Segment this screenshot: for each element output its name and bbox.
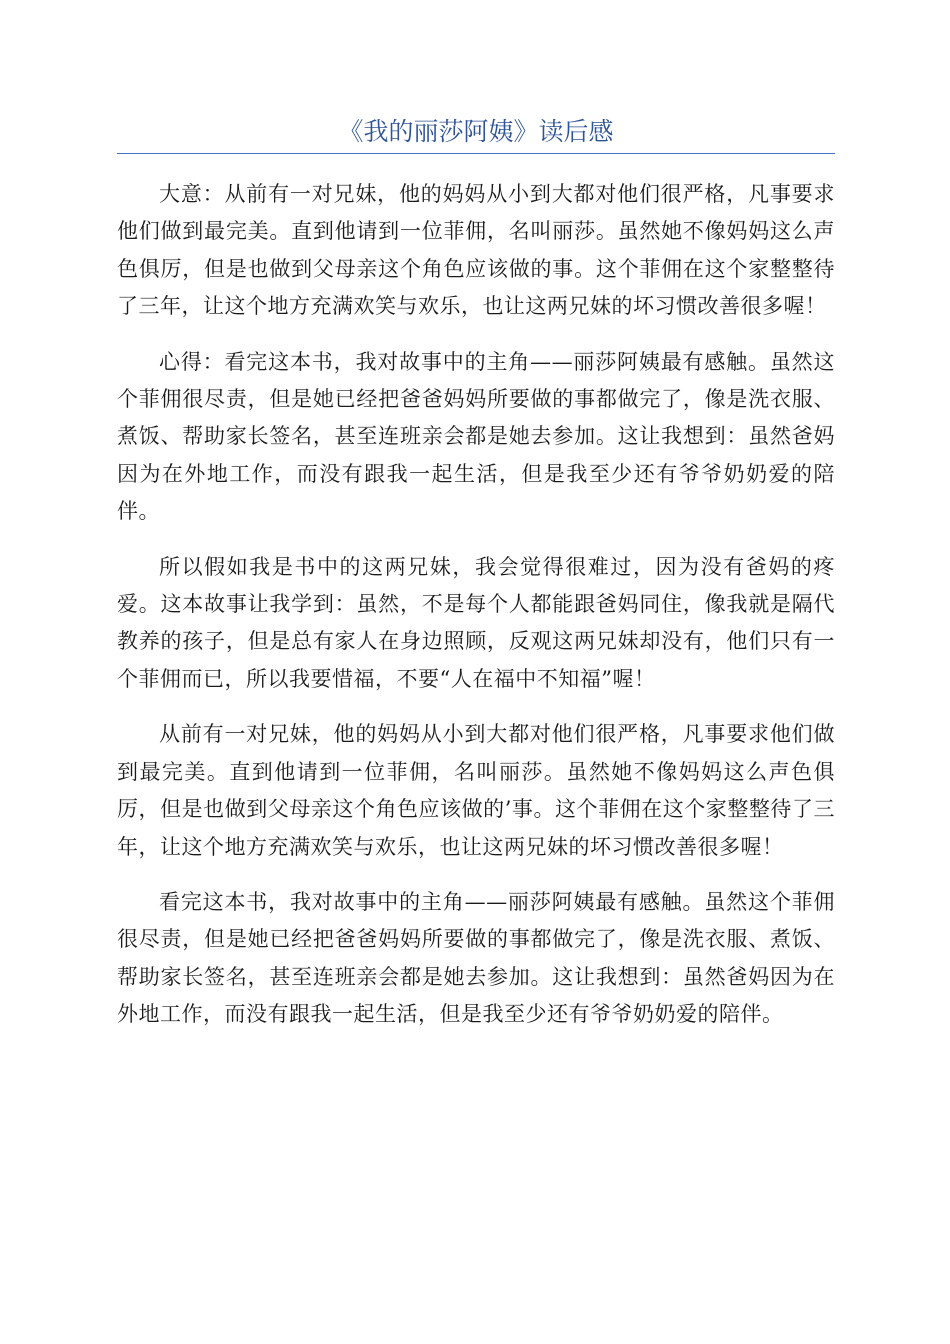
document-body bbox=[117, 176, 835, 1052]
document-title: 《我的丽莎阿姨》读后感 bbox=[338, 117, 614, 146]
paragraph-lesson: 所以假如我是书中的这两兄妹，我会觉得很难过，因为没有爸妈的疼爱。这本故事让我学到：虽然，不是每个人都能跟爸妈同住，像我就是隔代教养的孩子，但是总有家人在身边照顾，反观这两兄妹却没有，他们只有一个菲佣而已，所以我要惜福，不要“人在福中不知福”喔！ bbox=[117, 554, 835, 691]
paragraph-story-repeat: 从前有一对兄妹，他的妈妈从小到大都对他们很严格，凡事要求他们做到最完美。直到他请到一位菲佣，名叫丽莎。虽然她不像妈妈这么声色俱厉，但是也做到父母亲这个角色应该做的’事。这个菲佣在这个家整整待了三年，让这个地方充满欢笑与欢乐，也让这两兄妹的坏习惯改善很多喔！ bbox=[117, 722, 835, 859]
paragraph-summary: 大意：从前有一对兄妹，他的妈妈从小到大都对他们很严格，凡事要求他们做到最完美。直到他请到一位菲佣，名叫丽莎。虽然她不像妈妈这么声色俱厉，但是也做到父母亲这个角色应该做的事。这个菲佣在这个家整整待了三年，让这个地方充满欢笑与欢乐，也让这两兄妹的坏习惯改善很多喔！ bbox=[117, 182, 835, 319]
title-underline-divider bbox=[117, 153, 835, 154]
paragraph-reflection-repeat: 看完这本书，我对故事中的主角——丽莎阿姨最有感触。虽然这个菲佣很尽责，但是她已经把爸爸妈妈所要做的事都做完了，像是洗衣服、煮饭、帮助家长签名，甚至连班亲会都是她去参加。这让我想到：虽然爸妈因为在外地工作，而没有跟我一起生活，但是我至少还有爷爷奶奶爱的陪伴。 bbox=[117, 889, 835, 1027]
paragraph-reflection: 心得：看完这本书，我对故事中的主角——丽莎阿姨最有感触。虽然这个菲佣很尽责，但是她已经把爸爸妈妈所要做的事都做完了，像是洗衣服、煮饭、帮助家长签名，甚至连班亲会都是她去参加。这让我想到：虽然爸妈因为在外地工作，而没有跟我一起生活，但是我至少还有爷爷奶奶爱的陪伴。 bbox=[117, 349, 835, 524]
